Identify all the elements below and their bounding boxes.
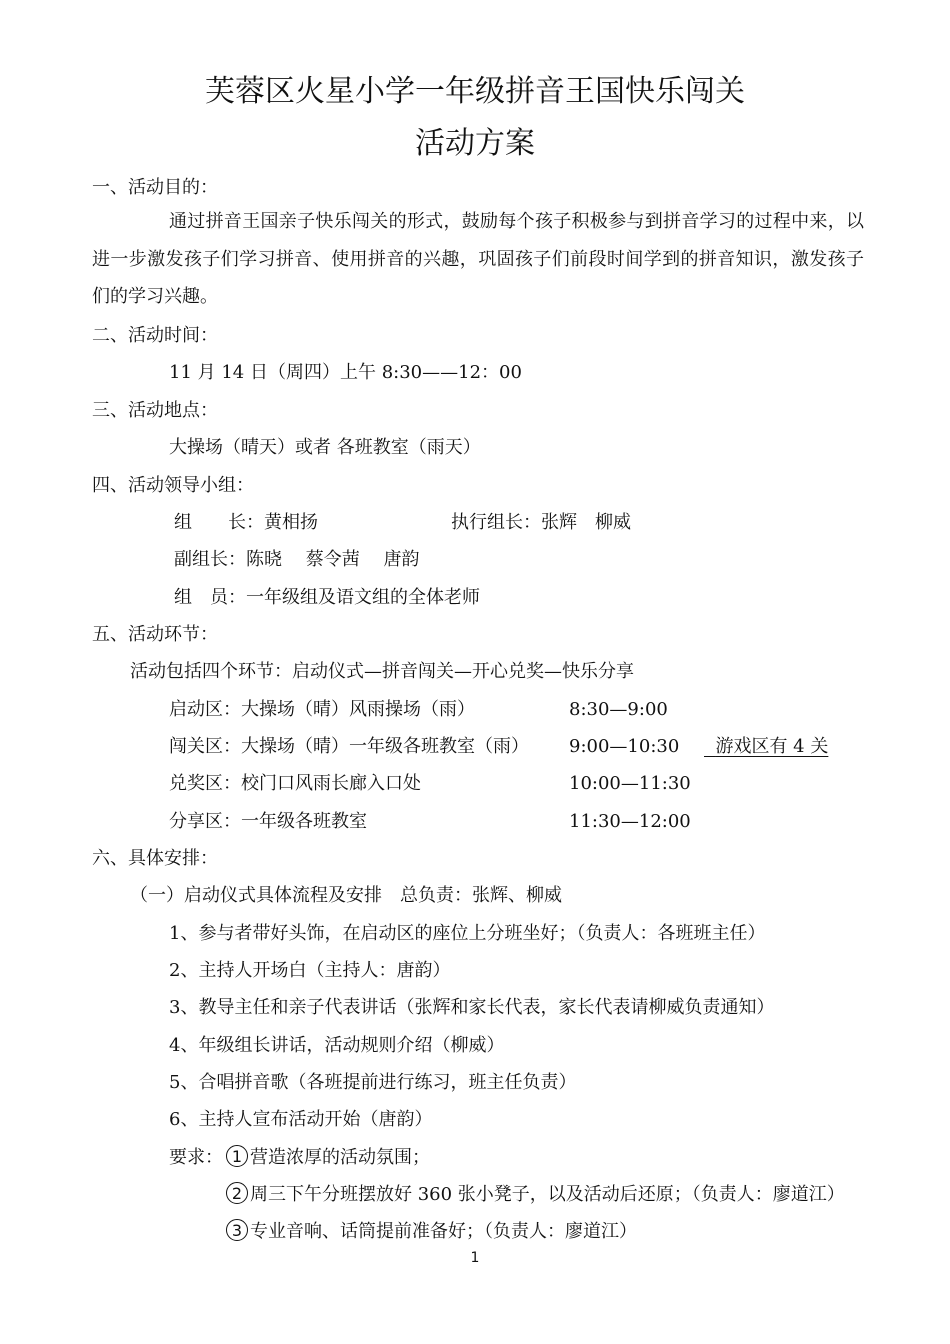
section-2-heading: 二、活动时间： bbox=[92, 325, 218, 346]
requirement-item: 3 专业音响、话筒提前准备好；（负责人：廖道江） bbox=[226, 1221, 637, 1243]
circled-number: 3 bbox=[226, 1219, 248, 1241]
section-1-heading: 一、活动目的： bbox=[92, 177, 218, 198]
step-item: 3、教导主任和亲子代表讲话（张辉和家长代表，家长代表请柳威负责通知） bbox=[169, 997, 775, 1018]
section-6-heading: 六、具体安排： bbox=[92, 848, 218, 869]
group-leader: 组 长：黄相扬 bbox=[174, 512, 318, 533]
doc-subtitle: 活动方案 bbox=[415, 126, 535, 161]
step-item: 4、年级组长讲话，活动规则介绍（柳威） bbox=[169, 1035, 505, 1056]
circled-number: 1 bbox=[226, 1145, 248, 1167]
zone-time: 8:30—9:00 bbox=[569, 699, 668, 720]
step-item: 1、参与者带好头饰，在启动区的座位上分班坐好；（负责人：各班班主任） bbox=[169, 923, 766, 944]
zone-name: 闯关区：大操场（晴）一年级各班教室（雨） bbox=[169, 736, 529, 757]
circled-number: 2 bbox=[226, 1182, 248, 1204]
step-item: 5、合唱拼音歌（各班提前进行练习，班主任负责） bbox=[169, 1072, 577, 1093]
section-4-heading: 四、活动领导小组： bbox=[92, 475, 254, 496]
activity-time: 11 月 14 日（周四）上午 8:30——12：00 bbox=[169, 362, 522, 383]
activity-stages-intro: 活动包括四个环节：启动仪式—拼音闯关—开心兑奖—快乐分享 bbox=[130, 661, 634, 682]
section-1-body: 通过拼音王国亲子快乐闯关的形式，鼓励每个孩子积极参与到拼音学习的过程中来，以进一步激发孩子们学习拼音、使用拼音的兴趣，巩固孩子们前段时间学到的拼音知识，激发孩子们的学习兴趣。 bbox=[92, 211, 864, 307]
page-number: 1 bbox=[470, 1250, 480, 1266]
group-members: 组 员：一年级组及语文组的全体老师 bbox=[174, 587, 480, 608]
section-5-heading: 五、活动环节： bbox=[92, 624, 218, 645]
deputy-leader: 副组长：陈晓 蔡令茜 唐韵 bbox=[174, 549, 420, 570]
step-item: 6、主持人宣布活动开始（唐韵） bbox=[169, 1109, 433, 1130]
zone-time: 10:00—11:30 bbox=[569, 773, 691, 794]
section-3-heading: 三、活动地点： bbox=[92, 400, 218, 421]
zone-name: 分享区：一年级各班教室 bbox=[169, 811, 367, 832]
zone-name: 兑奖区：校门口风雨长廊入口处 bbox=[169, 773, 421, 794]
zone-name: 启动区：大操场（晴）风雨操场（雨） bbox=[169, 699, 475, 720]
zone-time: 9:00—10:30 bbox=[569, 736, 680, 757]
requirements-label: 要求： bbox=[169, 1147, 223, 1168]
zone-note: 游戏区有 4 关 bbox=[715, 736, 829, 757]
subsection-1-heading: （一）启动仪式具体流程及安排 总负责：张辉、柳威 bbox=[130, 885, 562, 906]
requirement-item: 2 周三下午分班摆放好 360 张小凳子，以及活动后还原；（负责人：廖道江） bbox=[226, 1184, 845, 1206]
requirement-item: 1 营造浓厚的活动氛围； bbox=[226, 1147, 430, 1169]
doc-title: 芙蓉区火星小学一年级拼音王国快乐闯关 bbox=[205, 74, 745, 109]
exec-leader: 执行组长：张辉 柳威 bbox=[451, 512, 631, 533]
step-item: 2、主持人开场白（主持人：唐韵） bbox=[169, 960, 451, 981]
activity-location: 大操场（晴天）或者 各班教室（雨天） bbox=[169, 437, 481, 458]
zone-time: 11:30—12:00 bbox=[569, 811, 691, 832]
